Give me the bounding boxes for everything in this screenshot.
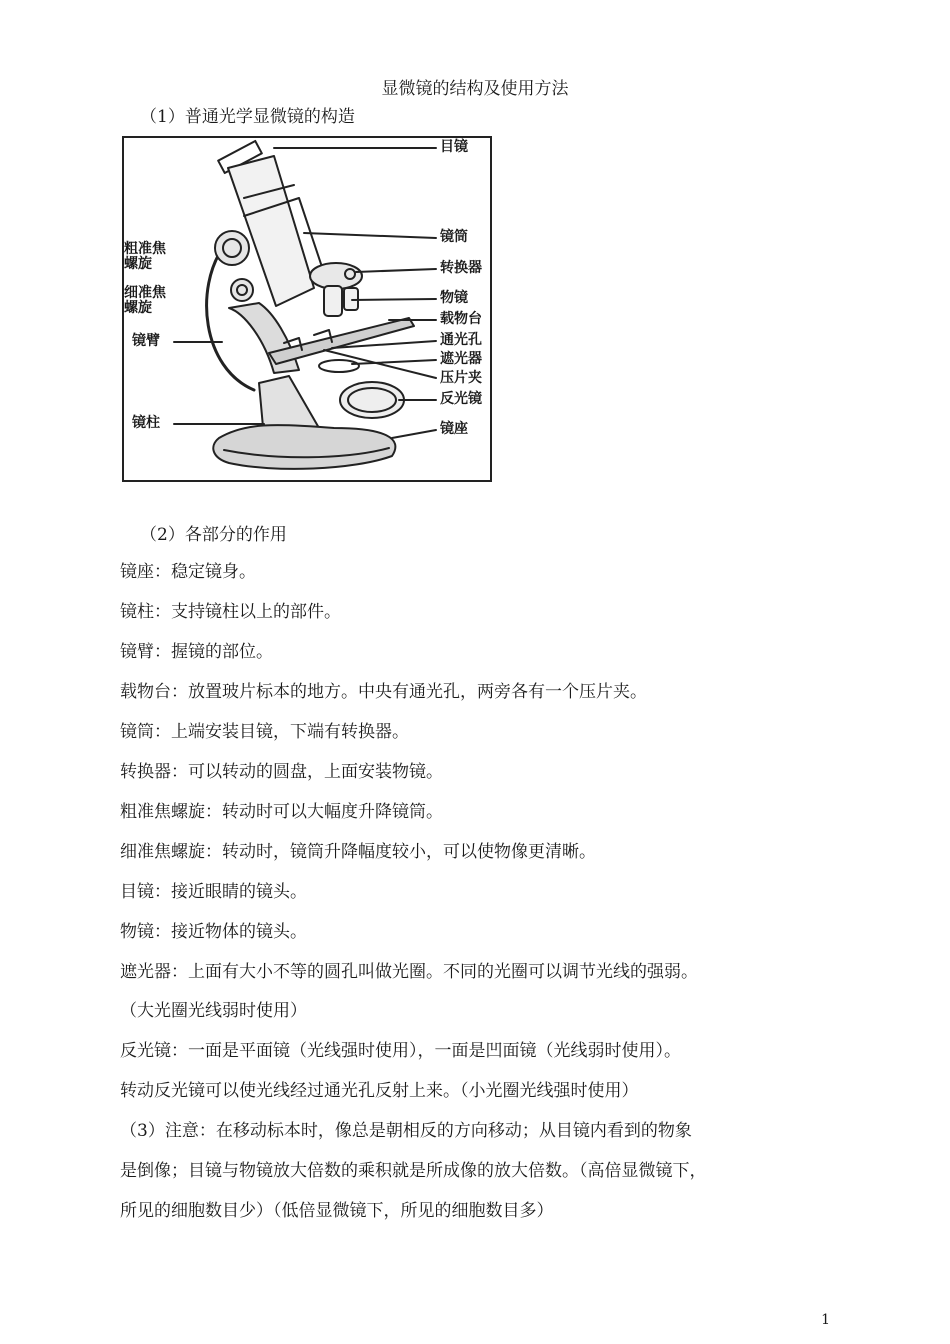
microscope-drawing xyxy=(124,138,490,480)
label-coarse-focus: 粗准焦螺旋 xyxy=(124,241,166,272)
function-line: 转换器：可以转动的圆盘，上面安装物镜。 xyxy=(120,762,443,782)
label-pillar: 镜柱 xyxy=(132,415,160,431)
note-line: 是倒像；目镜与物镜放大倍数的乘积就是所成像的放大倍数。（高倍显微镜下， xyxy=(120,1161,707,1181)
function-line: 反光镜：一面是平面镜（光线强时使用），一面是凹面镜（光线弱时使用）。 xyxy=(120,1041,681,1061)
label-body-tube: 镜筒 xyxy=(440,229,468,245)
function-line: 转动反光镜可以使光线经过通光孔反射上来。（小光圈光线强时使用） xyxy=(120,1081,639,1101)
function-line: （大光圈光线弱时使用） xyxy=(120,1001,307,1021)
section-2-heading: （2）各部分的作用 xyxy=(140,525,287,545)
label-base: 镜座 xyxy=(440,421,468,437)
label-arm: 镜臂 xyxy=(132,333,160,349)
function-line: 镜臂：握镜的部位。 xyxy=(120,642,273,662)
label-objective: 物镜 xyxy=(440,290,468,306)
function-line: 载物台：放置玻片标本的地方。中央有通光孔，两旁各有一个压片夹。 xyxy=(120,682,647,702)
microscope-figure xyxy=(122,136,492,482)
label-mirror: 反光镜 xyxy=(440,391,482,407)
page-number: 1 xyxy=(821,1312,830,1328)
function-line: 细准焦螺旋：转动时，镜筒升降幅度较小，可以使物像更清晰。 xyxy=(120,842,596,862)
function-line: 镜柱：支持镜柱以上的部件。 xyxy=(120,602,341,622)
function-line: 镜筒：上端安装目镜，下端有转换器。 xyxy=(120,722,409,742)
function-line: 镜座：稳定镜身。 xyxy=(120,562,256,582)
label-diaphragm: 遮光器 xyxy=(440,351,482,367)
function-line: 粗准焦螺旋：转动时可以大幅度升降镜筒。 xyxy=(120,802,443,822)
label-light-hole: 通光孔 xyxy=(440,332,482,348)
label-nosepiece: 转换器 xyxy=(440,260,482,276)
label-eyepiece: 目镜 xyxy=(440,139,468,155)
function-line: 目镜：接近眼睛的镜头。 xyxy=(120,882,307,902)
note-line: 所见的细胞数目少）（低倍显微镜下，所见的细胞数目多） xyxy=(120,1201,554,1221)
section-1-heading: （1）普通光学显微镜的构造 xyxy=(140,107,355,127)
note-line: （3）注意：在移动标本时，像总是朝相反的方向移动；从目镜内看到的物象 xyxy=(120,1121,692,1141)
page-title: 显微镜的结构及使用方法 xyxy=(381,79,569,99)
function-line: 遮光器：上面有大小不等的圆孔叫做光圈。不同的光圈可以调节光线的强弱。 xyxy=(120,962,698,982)
label-clip: 压片夹 xyxy=(440,370,482,386)
function-line: 物镜：接近物体的镜头。 xyxy=(120,922,307,942)
label-fine-focus: 细准焦螺旋 xyxy=(124,285,166,316)
label-stage: 载物台 xyxy=(440,311,482,327)
